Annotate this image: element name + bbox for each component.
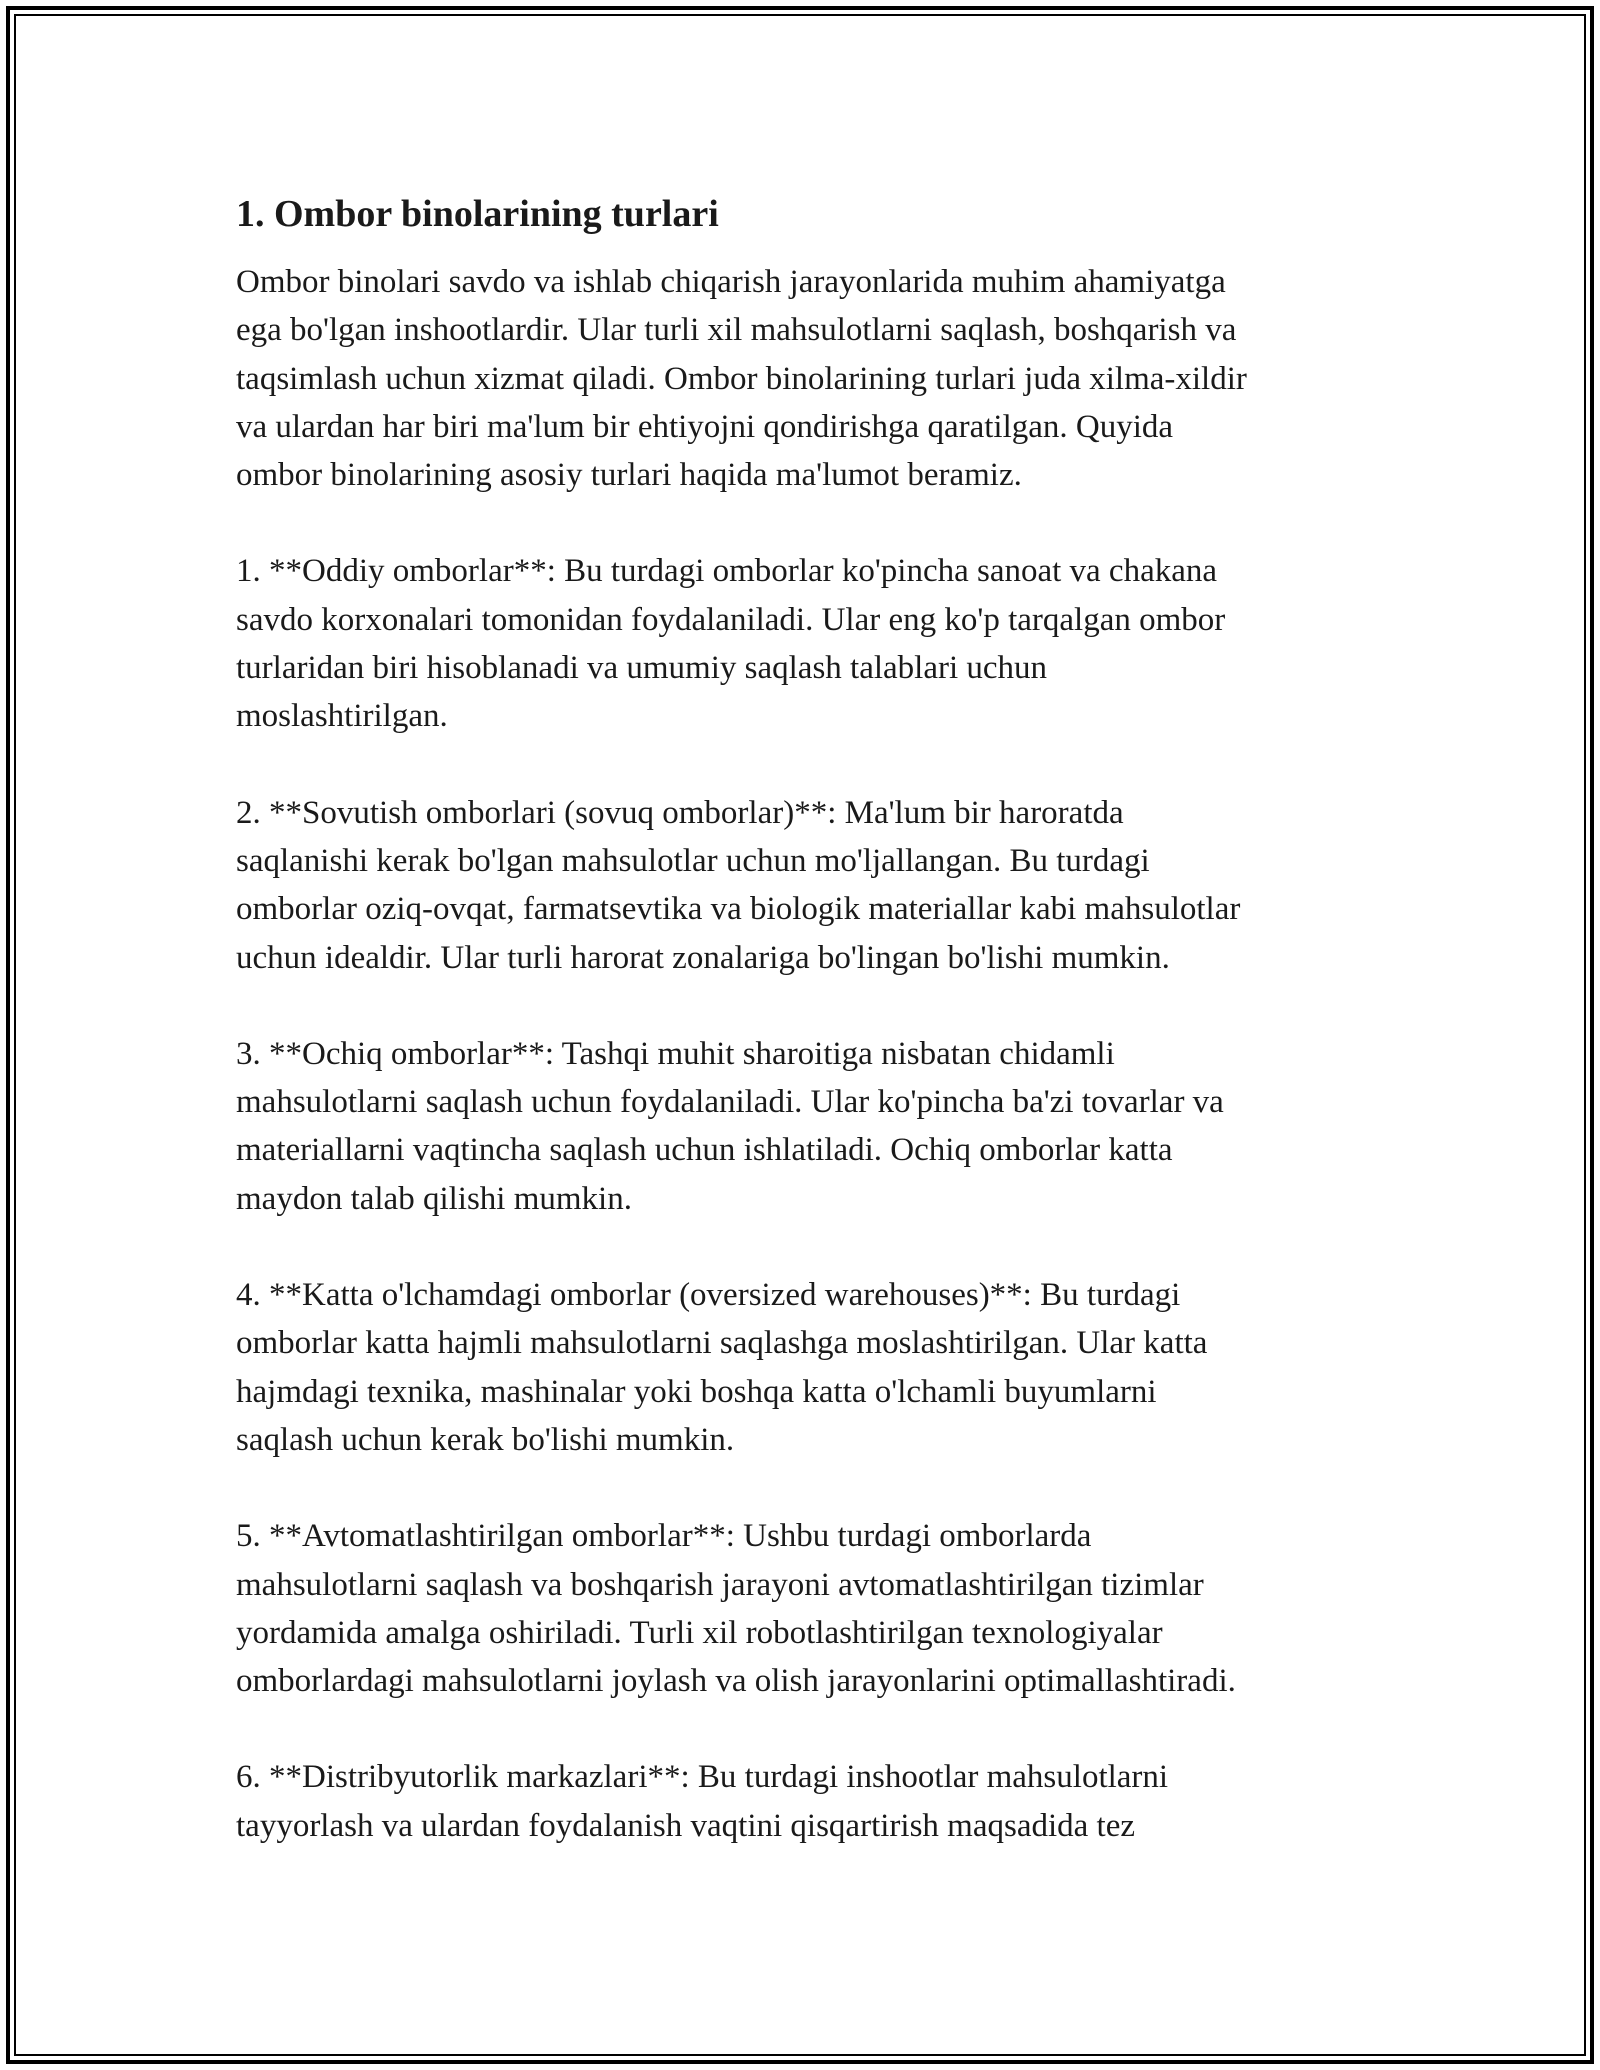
section-heading: 1. Ombor binolarining turlari: [236, 193, 719, 235]
list-item-oddiy-omborlar: 1. **Oddiy omborlar**: Bu turdagi omborlar ko'pincha sanoat va chakana savdo korxonalari tomonidan foydalaniladi. Ular eng ko'p tarqalgan ombor turlaridan biri hisoblanadi va umumiy saqlash talablari uchun moslashtirilgan.: [236, 553, 1226, 735]
list-item-katta-omborlar: 4. **Katta o'lchamdagi omborlar (oversized warehouses)**: Bu turdagi omborlar katta hajmli mahsulotlarni saqlashga moslashtirilgan. Ular katta hajmdagi texnika, mashinalar yoki boshqa katta o'lchamli buyumlarni saqlash uchun kerak bo'lishi mumkin.: [236, 1277, 1208, 1458]
intro-paragraph: Ombor binolari savdo va ishlab chiqarish jarayonlarida muhim ahamiyatga ega bo'lgan inshootlardir. Ular turli xil mahsulotlarni saqlash, boshqarish va taqsimlash uchun xizmat qiladi. Ombor binolarining turlari juda xilma-xildir va ulardan har biri ma'lum bir ehtiyojni qondirishga qaratilgan. Quyida ombor binolarining asosiy turlari haqida ma'lumot beramiz.: [236, 264, 1247, 494]
document-body: [236, 186, 1366, 1898]
list-item-ochiq-omborlar: 3. **Ochiq omborlar**: Tashqi muhit sharoitiga nisbatan chidamli mahsulotlarni saqlash uchun foydalaniladi. Ular ko'pincha ba'zi tovarlar va materiallarni vaqtincha saqlash uchun ishlatiladi. Ochiq omborlar katta maydon talab qilishi mumkin.: [236, 1035, 1224, 1217]
list-item-avtomatlashtirilgan-omborlar: 5. **Avtomatlashtirilgan omborlar**: Ushbu turdagi omborlarda mahsulotlarni saqlash va boshqarish jarayoni avtomatlashtirilgan tizimlar yordamida amalga oshiriladi. Turli xil robotlashtirilgan texnologiyalar omborlardagi mahsulotlarni joylash va olish jarayonlarini optimallashtiradi.: [236, 1518, 1236, 1700]
list-item-sovutish-omborlari: 2. **Sovutish omborlari (sovuq omborlar)**: Ma'lum bir haroratda saqlanishi kerak bo'lgan mahsulotlar uchun mo'ljallangan. Bu turdagi omborlar oziq-ovqat, farmatsevtika va biologik materiallar kabi mahsulotlar uchun idealdir. Ular turli harorat zonalariga bo'lingan bo'lishi mumkin.: [236, 794, 1241, 976]
list-item-distribyutorlik-markazlari: 6. **Distribyutorlik markazlari**: Bu turdagi inshootlar mahsulotlarni tayyorlash va ulardan foydalanish vaqtini qisqartirish maqsadida tez: [236, 1759, 1169, 1844]
